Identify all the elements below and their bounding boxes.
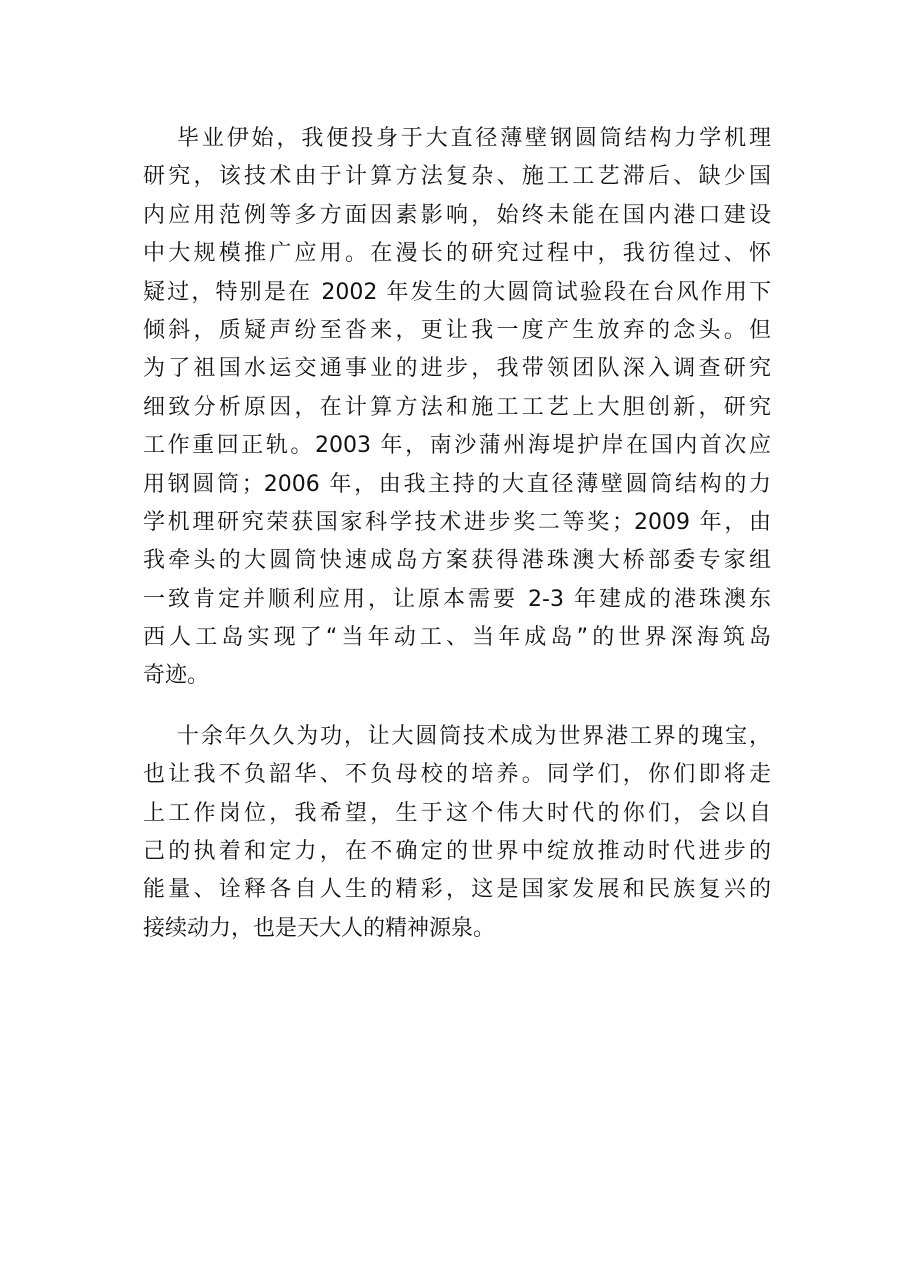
paragraph-1-line-7: 为了祖国水运交通事业的进步，我带领团队深入调查研究: [143, 356, 771, 382]
paragraph-2-line-5: 能量、诠释各自人生的精彩，这是国家发展和民族复兴的: [143, 877, 771, 903]
paragraph-1-line-8: 细致分析原因，在计算方法和施工工艺上大胆创新，研究: [143, 394, 771, 420]
paragraph-2: [143, 718, 771, 948]
paragraph-2-line-4: 己的执着和定力，在不确定的世界中绽放推动时代进步的: [143, 839, 771, 865]
paragraph-1-line-15: 奇迹。: [143, 663, 210, 689]
paragraph-2-line-3: 上工作岗位，我希望，生于这个伟大时代的你们，会以自: [143, 800, 771, 826]
paragraph-1-line-11: 学机理研究荣获国家科学技术进步奖二等奖；2009 年，由: [143, 509, 771, 535]
paragraph-1-line-10: 用钢圆筒；2006 年，由我主持的大直径薄壁圆筒结构的力: [143, 471, 771, 497]
paragraph-1: [143, 120, 771, 696]
paragraph-2-line-2: 也让我不负韶华、不负母校的培养。同学们，你们即将走: [143, 762, 771, 788]
paragraph-1-line-13: 一致肯定并顺利应用，让原本需要 2-3 年建成的港珠澳东: [143, 586, 771, 612]
paragraph-1-line-5: 疑过，特别是在 2002 年发生的大圆筒试验段在台风作用下: [143, 279, 771, 305]
paragraph-1-line-3: 内应用范例等多方面因素影响，始终未能在国内港口建设: [143, 202, 771, 228]
paragraph-1-line-14: 西人工岛实现了“当年动工、当年成岛”的世界深海筑岛: [143, 625, 771, 651]
paragraph-1-line-12: 我牵头的大圆筒快速成岛方案获得港珠澳大桥部委专家组: [143, 548, 771, 574]
document-body: [143, 120, 771, 948]
paragraph-2-line-1: 十余年久久为功，让大圆筒技术成为世界港工界的瑰宝，: [177, 723, 771, 749]
paragraph-2-line-6: 接续动力，也是天大人的精神源泉。: [143, 915, 496, 941]
paragraph-1-line-9: 工作重回正轨。2003 年，南沙蒲州海堤护岸在国内首次应: [143, 433, 771, 459]
paragraph-1-line-2: 研究，该技术由于计算方法复杂、施工工艺滞后、缺少国: [143, 164, 771, 190]
paragraph-1-line-1: 毕业伊始，我便投身于大直径薄壁钢圆筒结构力学机理: [177, 126, 771, 151]
paragraph-1-line-4: 中大规模推广应用。在漫长的研究过程中，我彷徨过、怀: [143, 241, 771, 267]
paragraph-1-line-6: 倾斜，质疑声纷至沓来，更让我一度产生放弃的念头。但: [143, 317, 771, 343]
